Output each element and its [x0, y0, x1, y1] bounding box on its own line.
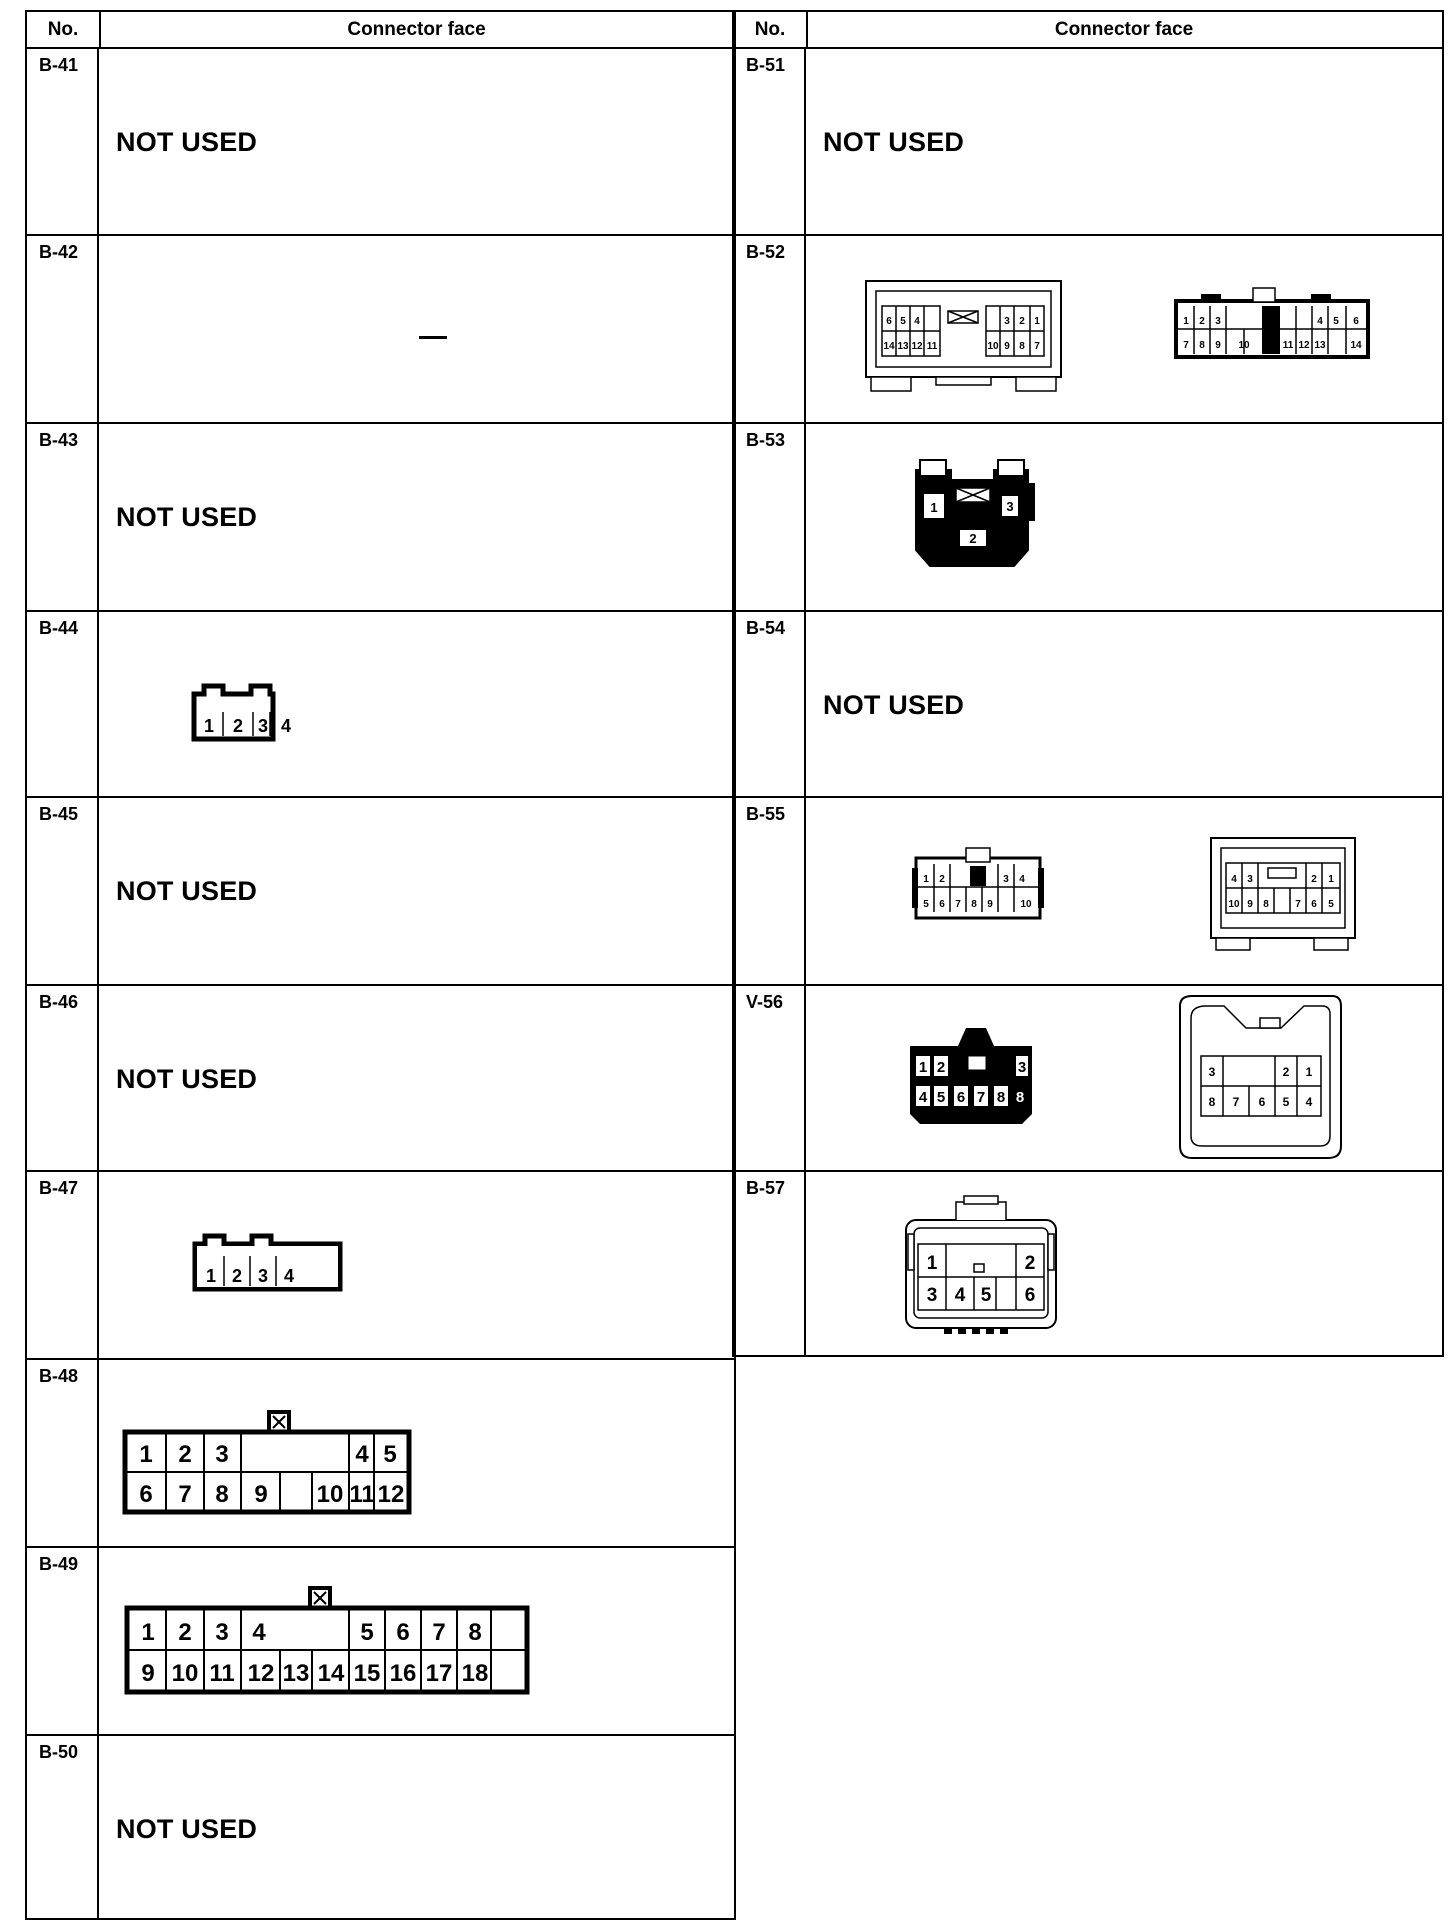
not-used-label: NOT USED: [823, 127, 965, 157]
pin-label: 10: [987, 341, 999, 352]
connector-face: [806, 612, 1442, 796]
connector-face: [806, 236, 1442, 422]
pin-label: 6: [1024, 1285, 1036, 1306]
pin-label: 18: [461, 1660, 489, 1687]
pin-label: 5: [936, 1089, 946, 1106]
pin-label: 4: [914, 316, 920, 327]
connector-number: B-48: [27, 1360, 99, 1546]
not-used-label: NOT USED: [116, 1814, 258, 1844]
pin-label: 12: [1298, 340, 1310, 351]
pin-label: 4: [355, 1441, 369, 1468]
connector-row-b55: [734, 798, 1442, 986]
pin-label: 5: [1328, 899, 1334, 910]
pin-label: 5: [900, 316, 906, 327]
pin-label: 16: [389, 1660, 417, 1687]
pin-label: 7: [1295, 899, 1301, 910]
pin-label: 2: [178, 1619, 192, 1646]
not-used-label: NOT USED: [116, 1064, 258, 1094]
table-header: [734, 12, 1442, 49]
not-used-label: NOT USED: [823, 690, 965, 720]
connector-row-b41: [27, 49, 734, 236]
pin-label: 9: [1004, 341, 1010, 352]
connector-number: B-44: [27, 612, 99, 796]
pin-label: 8: [996, 1089, 1006, 1106]
pin-label: 2: [969, 531, 977, 546]
pin-label: 2: [1024, 1253, 1036, 1274]
connector-row-b48: [27, 1360, 734, 1548]
pin-label: 8: [468, 1619, 482, 1646]
pin-label: 2: [939, 874, 945, 885]
connector-face: [99, 1360, 734, 1546]
pin-label: 1: [1305, 1065, 1313, 1079]
female-connector: [1211, 838, 1355, 950]
pin-label: 6: [956, 1089, 966, 1106]
pin-label: 3: [1003, 874, 1009, 885]
connector-face: [99, 1548, 734, 1734]
pin-label: 12: [911, 341, 923, 352]
connector-number: B-55: [734, 798, 806, 984]
pin-label: 10: [316, 1481, 344, 1508]
pin-label: 4: [252, 1619, 266, 1646]
connector-number: B-57: [734, 1172, 806, 1356]
pin-label: 8: [1015, 1089, 1025, 1106]
pin-label: 9: [1247, 899, 1253, 910]
pin-label: 7: [178, 1481, 192, 1508]
connector-face: [99, 1736, 734, 1918]
pin-label: 2: [231, 1266, 243, 1286]
pin-label: 6: [1311, 899, 1317, 910]
pin-label: 8: [1263, 899, 1269, 910]
connector-row-b49: [27, 1548, 734, 1736]
not-used-label: NOT USED: [116, 127, 258, 157]
pin-label: 7: [955, 899, 961, 910]
pin-label: 6: [939, 899, 945, 910]
connector-row-b42: [27, 236, 734, 424]
pin-label: 10: [1238, 340, 1250, 351]
pin-label: 4: [1305, 1095, 1313, 1109]
connector-row-b50: [27, 1736, 734, 1918]
pin-label: 7: [1183, 340, 1189, 351]
connector-face: [99, 49, 734, 234]
pin-label: 17: [425, 1660, 453, 1687]
connector-face: [806, 798, 1442, 984]
pin-label: 6: [139, 1481, 153, 1508]
connector-face: [806, 986, 1442, 1170]
pin-label: 3: [926, 1285, 938, 1306]
connector-face: [806, 424, 1442, 610]
pin-label: 2: [178, 1441, 192, 1468]
pin-label: 5: [383, 1441, 397, 1468]
pin-label: 1: [205, 1266, 217, 1286]
pin-label: 3: [1208, 1065, 1216, 1079]
pin-label: 8: [1199, 340, 1205, 351]
connector-number: B-43: [27, 424, 99, 610]
pin-label: 2: [232, 716, 244, 736]
pin-label: 1: [918, 1059, 928, 1076]
connector-row-b43: [27, 424, 734, 612]
pin-label: 10: [171, 1660, 199, 1687]
pin-label: 3: [257, 1266, 269, 1286]
pin-label: 4: [1317, 316, 1323, 327]
pin-label: 10: [1228, 899, 1240, 910]
connector-number: B-52: [734, 236, 806, 422]
connector-number: B-47: [27, 1172, 99, 1358]
not-used-label: NOT USED: [116, 876, 258, 906]
pin-label: 6: [886, 316, 892, 327]
connector-face: [806, 1172, 1442, 1356]
pin-label: 5: [980, 1285, 992, 1306]
pin-label: 13: [897, 341, 909, 352]
male-connector: [910, 1028, 1032, 1124]
connector-18pin-diagram: [99, 1548, 738, 1734]
pin-label: 9: [1215, 340, 1221, 351]
pin-label: 6: [1353, 316, 1359, 327]
pin-label: 2: [1019, 316, 1025, 327]
pin-label: 1: [141, 1619, 155, 1646]
pin-label: 14: [1350, 340, 1362, 351]
pin-label: 8: [1019, 341, 1025, 352]
connector-row-b44: [27, 612, 734, 798]
pin-label: 4: [1019, 874, 1025, 885]
male-connector: [1176, 288, 1368, 357]
pin-label: 1: [1034, 316, 1040, 327]
connector-14pin-diagram: [806, 236, 1444, 422]
connector-face: [99, 1172, 734, 1358]
pin-label: 9: [254, 1481, 268, 1508]
table-header: [27, 12, 734, 49]
pin-label: 8: [1208, 1095, 1216, 1109]
connector-row-b47: [27, 1172, 734, 1360]
connector-row-b45: [27, 798, 734, 986]
pin-label: 2: [1311, 874, 1317, 885]
pin-label: 3: [1247, 874, 1253, 885]
pin-label: 1: [1183, 316, 1189, 327]
pin-label: 1: [926, 1253, 938, 1274]
pin-label: 4: [1231, 874, 1237, 885]
connector-number: B-50: [27, 1736, 99, 1918]
connector-face: [99, 236, 734, 422]
connector-row-b51: [734, 49, 1442, 236]
connector-4pin-diagram: [99, 1172, 738, 1358]
connector-row-v56: [734, 986, 1442, 1172]
pin-label: 4: [283, 1266, 295, 1286]
pin-label: 13: [1314, 340, 1326, 351]
connector-row-b54: [734, 612, 1442, 798]
pin-label: 4: [280, 716, 292, 736]
pin-label: 4: [918, 1089, 928, 1106]
connector-10pin-diagram: [806, 798, 1444, 984]
pin-label: 15: [353, 1660, 381, 1687]
pin-label: 3: [1006, 499, 1014, 514]
pin-label: 7: [432, 1619, 446, 1646]
pin-label: 1: [930, 500, 938, 515]
pin-label: 3: [215, 1619, 229, 1646]
pin-label: 12: [247, 1660, 275, 1687]
connector-face: [99, 986, 734, 1170]
connector-number: B-53: [734, 424, 806, 610]
pin-label: 1: [203, 716, 215, 736]
connector-number: B-54: [734, 612, 806, 796]
connector-number: V-56: [734, 986, 806, 1170]
pin-label: 2: [936, 1059, 946, 1076]
pin-label: 5: [923, 899, 929, 910]
pin-label: 2: [1282, 1065, 1290, 1079]
connector-face: [806, 49, 1442, 234]
connector-12pin-diagram: [99, 1360, 738, 1546]
dash-mark: [419, 336, 447, 339]
pin-label: 11: [209, 1660, 235, 1687]
pin-label: 5: [1333, 316, 1339, 327]
pin-label: 3: [1004, 316, 1010, 327]
connector-row-b46: [27, 986, 734, 1172]
pin-label: 10: [1020, 899, 1032, 910]
pin-label: 3: [257, 716, 269, 736]
connector-3pin-diagram: [806, 424, 1444, 610]
connector-face: [99, 798, 734, 984]
header-no: No.: [734, 12, 808, 47]
header-connector-face: Connector face: [1054, 18, 1194, 40]
pin-label: 14: [883, 341, 895, 352]
pin-label: 8: [971, 899, 977, 910]
pin-label: 9: [141, 1660, 155, 1687]
header-connector-face: Connector face: [347, 18, 486, 40]
female-connector: [1180, 996, 1341, 1158]
pin-label: 8: [215, 1481, 229, 1508]
pin-label: 7: [1034, 341, 1040, 352]
connector-row-b53: [734, 424, 1442, 612]
pin-label: 11: [926, 341, 938, 352]
connector-number: B-42: [27, 236, 99, 422]
connector-table-right: [732, 10, 1444, 1357]
pin-label: 3: [1017, 1059, 1027, 1076]
connector-row-b52: [734, 236, 1442, 424]
pin-label: 14: [317, 1660, 345, 1687]
connector-number: B-41: [27, 49, 99, 234]
pin-label: 2: [1199, 316, 1205, 327]
pin-label: 3: [1215, 316, 1221, 327]
female-connector: [866, 281, 1061, 391]
pin-label: 6: [1258, 1095, 1266, 1109]
header-no: No.: [27, 12, 101, 47]
pin-label: 13: [282, 1660, 310, 1687]
pin-label: 7: [976, 1089, 986, 1106]
connector-4pin-diagram: [99, 612, 738, 796]
not-used-label: NOT USED: [116, 502, 258, 532]
male-connector: [912, 848, 1044, 918]
pin-label: 1: [1328, 874, 1334, 885]
pin-label: 6: [396, 1619, 410, 1646]
connector-number: B-51: [734, 49, 806, 234]
pin-label: 7: [1232, 1095, 1240, 1109]
pin-label: 4: [954, 1285, 966, 1306]
pin-label: 12: [377, 1481, 405, 1508]
connector-number: B-46: [27, 986, 99, 1170]
connector-number: B-49: [27, 1548, 99, 1734]
connector-8pin-diagram: [806, 986, 1444, 1170]
connector-number: B-45: [27, 798, 99, 984]
pin-label: 11: [349, 1481, 375, 1508]
pin-label: 9: [987, 899, 993, 910]
pin-label: 3: [215, 1441, 229, 1468]
pin-label: 11: [1282, 340, 1294, 351]
connector-face: [99, 424, 734, 610]
pin-label: 5: [1282, 1095, 1290, 1109]
connector-table-left: [25, 10, 736, 1920]
connector-6pin-diagram: [806, 1172, 1444, 1356]
pin-label: 1: [923, 874, 929, 885]
connector-row-b57: [734, 1172, 1442, 1356]
pin-label: 5: [360, 1619, 374, 1646]
pin-label: 1: [139, 1441, 153, 1468]
connector-face: [99, 612, 734, 796]
